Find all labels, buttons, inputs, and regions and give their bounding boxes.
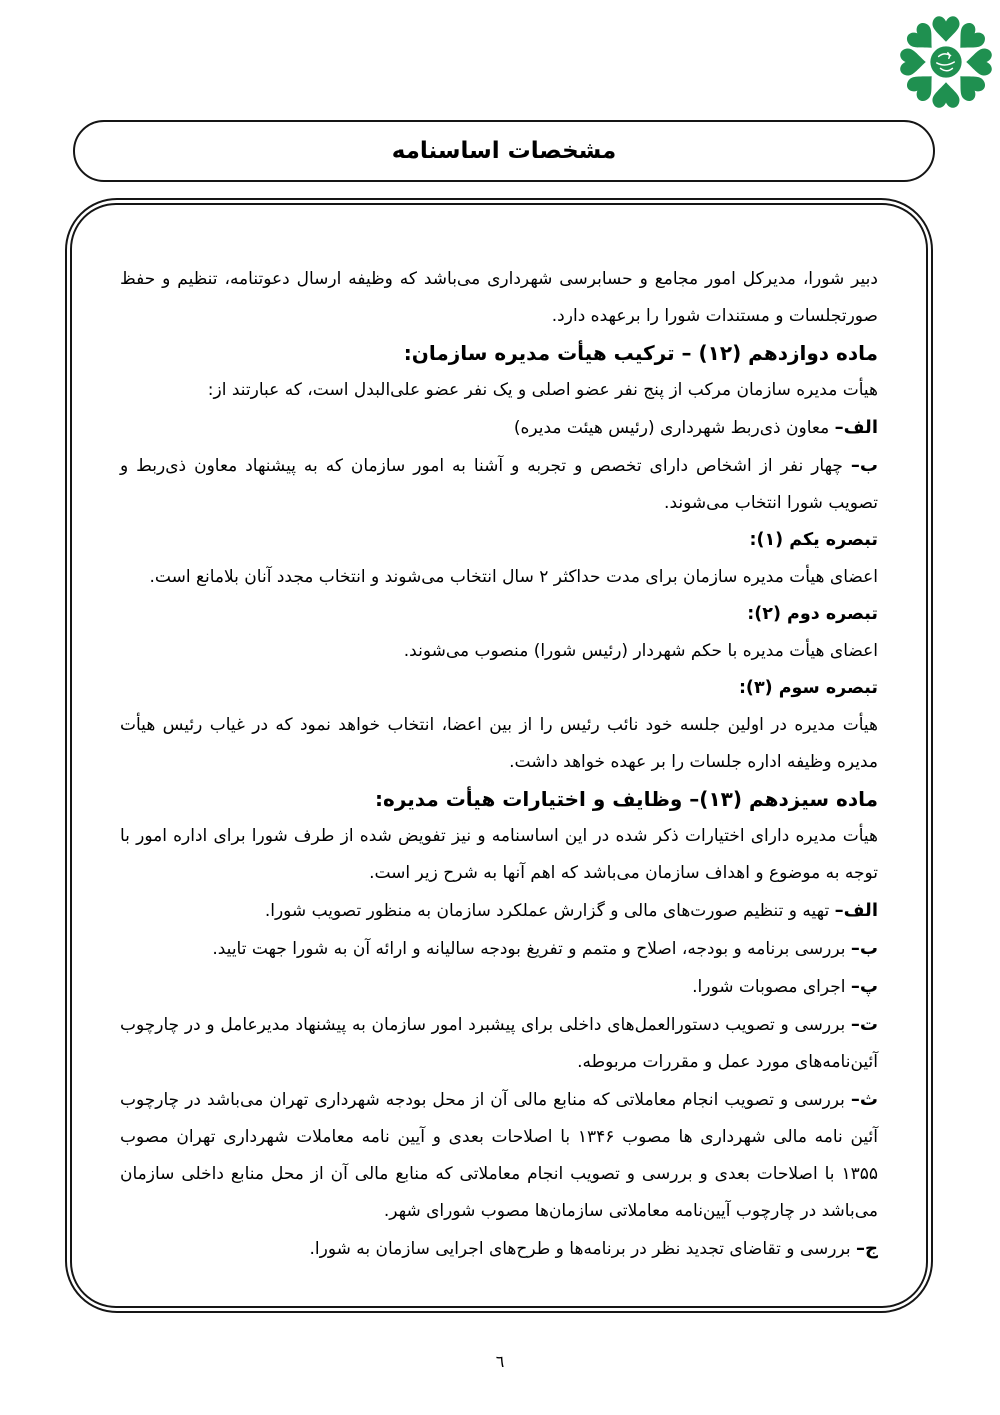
clause-letter: پ–: [850, 976, 878, 997]
logo-svg: [900, 14, 992, 110]
page-number: ٦: [495, 1352, 505, 1371]
clause-item: [120, 968, 878, 1006]
clause-text: تهیه و تنظیم صورت‌های مالی و گزارش عملکرد سازمان به منظور تصویب شورا.: [264, 901, 835, 921]
paragraph: هیأت مدیره در اولین جلسه خود نائب رئیس را از بین اعضا، انتخاب خواهد نمود که در غیاب رئیس هیأت مدیره وظیفه اداره جلسات را بر عهده خواهد داشت.: [120, 715, 878, 772]
document-body: [72, 205, 926, 1268]
clause-item: [120, 930, 878, 968]
title-banner: [73, 120, 935, 182]
note-heading: تبصره سوم (۳):: [738, 678, 878, 698]
page-title: مشخصات اساسنامه: [391, 138, 617, 164]
clause-item: [120, 447, 878, 522]
clause-text: اجرای مصوبات شورا.: [692, 977, 851, 997]
paragraph: اعضای هیأت مدیره سازمان برای مدت حداکثر ۲ سال انتخاب می‌شوند و انتخاب مجدد آنان بلامانع است.: [149, 567, 878, 587]
clause-letter: ت–: [850, 1014, 878, 1035]
clause-letter: ج–: [856, 1238, 878, 1259]
clause-item: [120, 892, 878, 930]
content-frame: [65, 198, 933, 1313]
clause-item: [120, 1081, 878, 1230]
paragraph: اعضای هیأت مدیره با حکم شهردار (رئیس شورا) منصوب می‌شوند.: [403, 641, 878, 661]
clause-item: [120, 1230, 878, 1268]
content-frame-inner: [70, 203, 928, 1308]
tehran-municipality-logo-icon: [900, 14, 992, 110]
clause-letter: ث–: [850, 1089, 878, 1110]
clause-text: بررسی و تصویب انجام معاملاتی که منابع مالی آن از محل بودجه شهرداری تهران می‌باشد در چارچوب آئین نامه مالی شهرداری ها مصوب ۱۳۴۶ با اصلاحات بعدی و آیین نامه معاملات شهرداری تهران مصوب ۱۳۵۵ با اصلاحات بعدی و بررسی و تصویب انجام معاملاتی که منابع مالی آن از محل منابع داخلی سازمان می‌باشد در چارچوب آیین‌نامه معاملاتی سازمان‌ها مصوب شورای شهر.: [120, 1090, 878, 1221]
clause-text: بررسی و تصویب دستورالعمل‌های داخلی برای پیشبرد امور سازمان به پیشنهاد مدیرعامل و در چارچوب آئین‌نامه‌های مورد عمل و مقررات مربوطه.: [120, 1015, 878, 1072]
clause-text: بررسی و تقاضای تجدید نظر در برنامه‌ها و طرح‌های اجرایی سازمان به شورا.: [309, 1239, 857, 1259]
clause-text: چهار نفر از اشخاص دارای تخصص و تجربه و آشنا به امور سازمان که به پیشنهاد معاون ذی‌ربط و تصویب شورا انتخاب می‌شوند.: [120, 456, 878, 513]
paragraph: هیأت مدیره سازمان مرکب از پنج نفر عضو اصلی و یک نفر عضو علی‌البدل است، که عبارتند از:: [207, 380, 878, 400]
article-heading: ماده سیزدهم (۱۳)– وظایف و اختیارات هیأت مدیره:: [375, 787, 878, 811]
article-heading: ماده دوازدهم (۱۲) – ترکیب هیأت مدیره سازمان:: [403, 341, 878, 365]
clause-letter: ب–: [850, 455, 878, 476]
paragraph: دبیر شورا، مدیرکل امور مجامع و حسابرسی شهرداری می‌باشد که وظیفه ارسال دعوتنامه، تنظیم و حفظ صورتجلسات و مستندات شورا را برعهده دارد.: [120, 269, 878, 326]
paragraph: هیأت مدیره دارای اختیارات ذکر شده در این اساسنامه و نیز تفویض شده از طرف شورا برای اداره امور با توجه به موضوع و اهداف سازمان می‌باشد که اهم آنها به شرح زیر است.: [120, 826, 878, 883]
clause-item: [120, 409, 878, 447]
clause-letter: ب–: [850, 938, 878, 959]
clause-item: [120, 1006, 878, 1081]
clause-text: بررسی برنامه و بودجه، اصلاح و متمم و تفریغ بودجه سالیانه و ارائه آن به شورا جهت تایید.: [212, 939, 851, 959]
clause-letter: الف–: [834, 900, 878, 921]
clause-letter: الف–: [834, 417, 878, 438]
note-heading: تبصره یکم (۱):: [749, 530, 878, 550]
note-heading: تبصره دوم (۲):: [747, 604, 878, 624]
clause-text: معاون ذی‌ربط شهرداری (رئیس هیئت مدیره): [513, 418, 835, 438]
